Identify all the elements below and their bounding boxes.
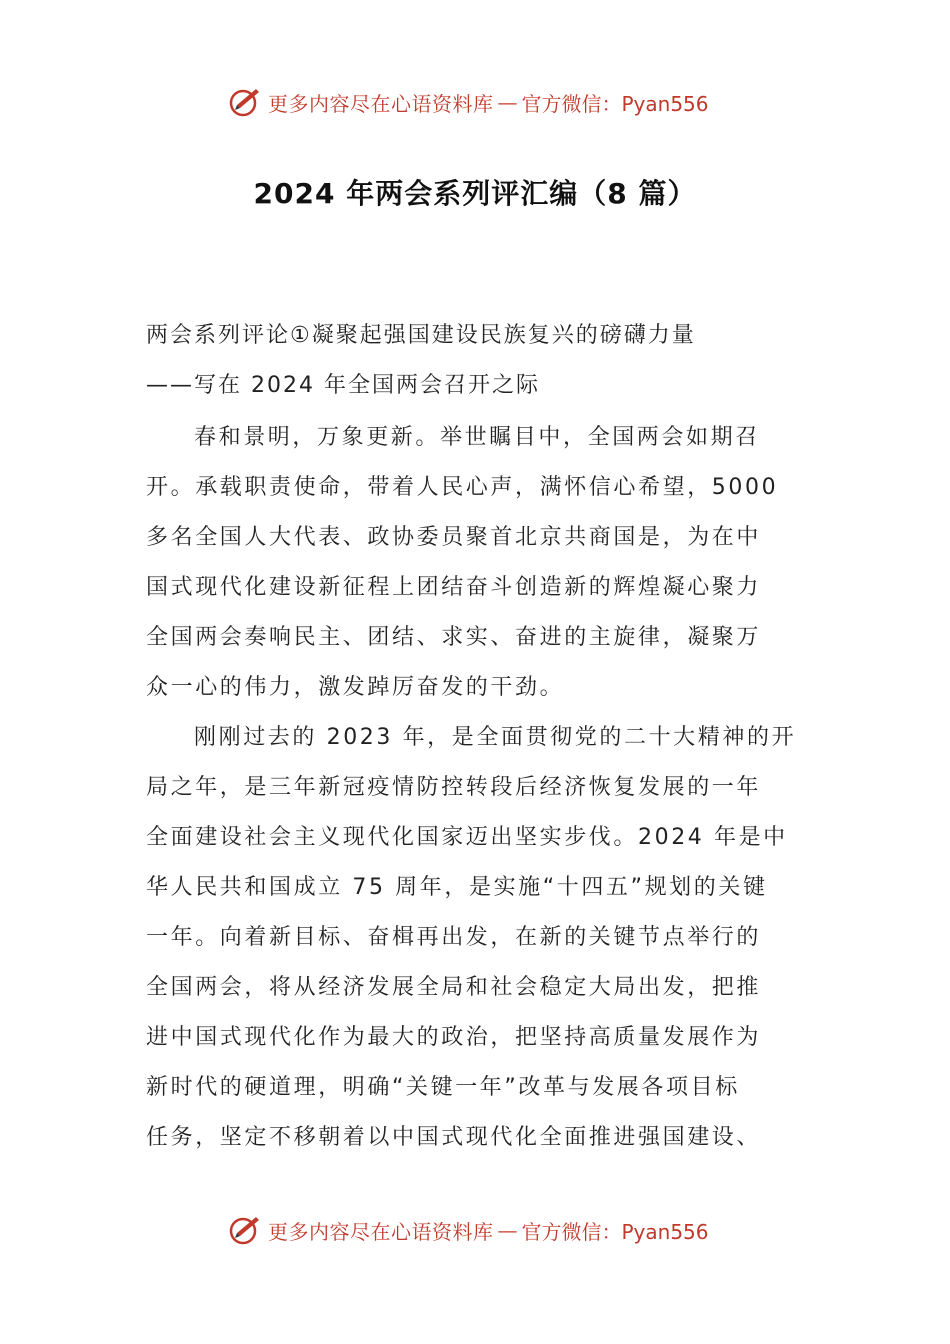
body-line: 全国两会奏响民主、团结、求实、奋进的主旋律，凝聚万 xyxy=(146,625,762,650)
header-banner[interactable] xyxy=(228,82,748,122)
body-line: 华人民共和国成立 75 周年，是实施“十四五”规划的关键 xyxy=(146,875,768,900)
footer-site-name: 更多内容尽在心语资料库 xyxy=(268,1219,494,1244)
header-site-name: 更多内容尽在心语资料库 xyxy=(268,91,494,116)
pen-logo-icon xyxy=(228,85,262,119)
body-line: 国式现代化建设新征程上团结奋斗创造新的辉煌凝心聚力 xyxy=(146,575,762,600)
body-line: 全面建设社会主义现代化国家迈出坚实步伐。2024 年是中 xyxy=(146,825,788,850)
body-line: 开。承载职责使命，带着人民心声，满怀信心希望，5000 xyxy=(146,475,779,500)
article-subtitle: ——写在 2024 年全国两会召开之际 xyxy=(146,373,540,398)
body-line: 进中国式现代化作为最大的政治，把坚持高质量发展作为 xyxy=(146,1025,762,1050)
article-title: 两会系列评论①凝聚起强国建设民族复兴的磅礴力量 xyxy=(146,323,696,348)
body-line: 任务，坚定不移朝着以中国式现代化全面推进强国建设、 xyxy=(146,1125,762,1150)
body-line: 多名全国人大代表、政协委员聚首北京共商国是，为在中 xyxy=(146,525,762,550)
footer-separator: — xyxy=(497,1218,518,1242)
header-wechat: 官方微信：Pyan556 xyxy=(521,91,709,116)
body-line: 众一心的伟力，激发踔厉奋发的干劲。 xyxy=(146,675,565,700)
pen-logo-icon xyxy=(228,1213,262,1247)
body-line: 春和景明，万象更新。举世瞩目中，全国两会如期召 xyxy=(194,425,760,450)
footer-wechat: 官方微信：Pyan556 xyxy=(521,1219,709,1244)
document-title: 2024 年两会系列评汇编（8 篇） xyxy=(253,177,697,210)
body-line: 新时代的硬道理，明确“关键一年”改革与发展各项目标 xyxy=(146,1075,740,1100)
body-line: 一年。向着新目标、奋楫再出发，在新的关键节点举行的 xyxy=(146,925,762,950)
footer-banner[interactable] xyxy=(228,1210,748,1250)
header-separator: — xyxy=(497,90,518,114)
body-line: 局之年，是三年新冠疫情防控转段后经济恢复发展的一年 xyxy=(146,775,762,800)
body-line: 刚刚过去的 2023 年，是全面贯彻党的二十大精神的开 xyxy=(194,725,797,750)
body-line: 全国两会，将从经济发展全局和社会稳定大局出发，把推 xyxy=(146,975,762,1000)
